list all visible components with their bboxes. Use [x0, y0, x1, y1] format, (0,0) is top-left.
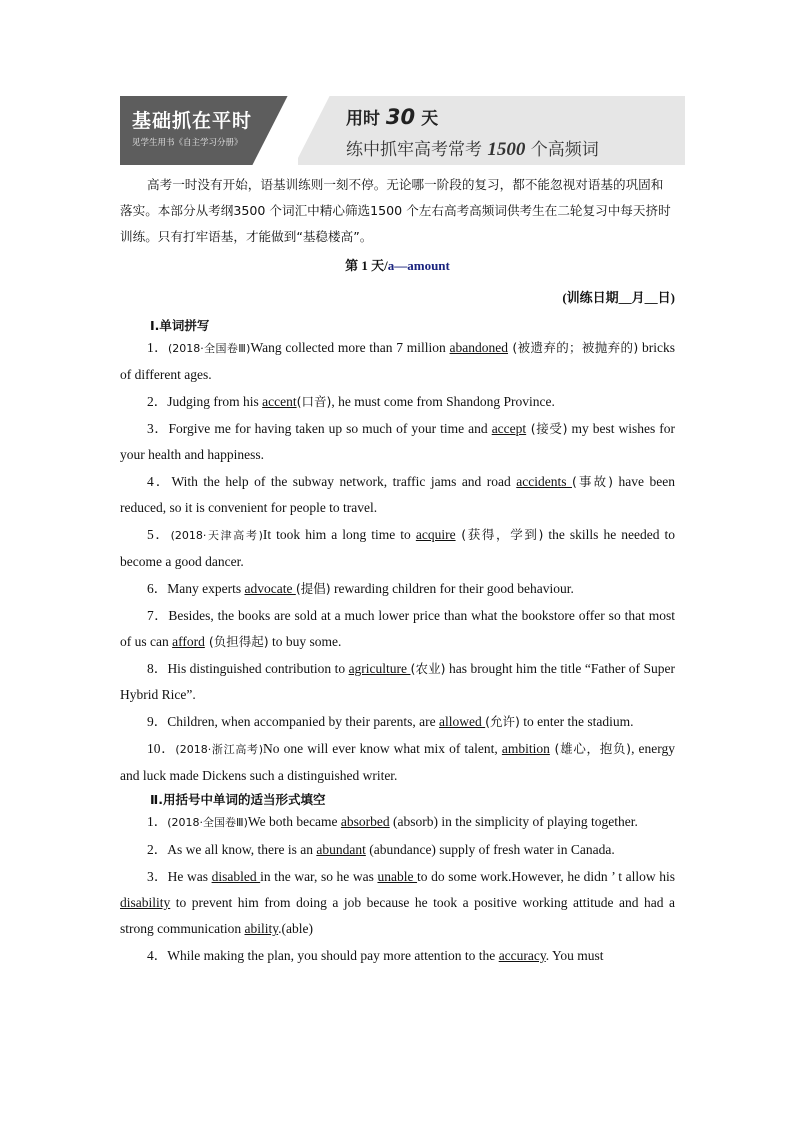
- spelling-question-1: [120, 335, 675, 388]
- question-text: to enter the stadium.: [519, 714, 634, 729]
- banner-subtitle: 见学生用书《自主学习分册》: [132, 138, 243, 148]
- question-text: has brought him the title “Father of Super Hybrid Rice”.: [120, 661, 675, 702]
- question-text: It took him a long time to: [262, 527, 416, 542]
- spelling-question-10: [120, 736, 675, 789]
- answer: advocate: [244, 581, 296, 596]
- section-heading-spelling: Ⅰ.单词拼写: [150, 318, 210, 333]
- chinese-hint: (事故): [571, 474, 614, 489]
- question-text: to buy some.: [268, 634, 342, 649]
- header-banner: [120, 96, 685, 165]
- question-text: bricks of different ages.: [120, 340, 675, 382]
- question-text: Forgive me for having taken up so much of your time and: [168, 421, 492, 436]
- question-text: have been reduced, so it is convenient for people to travel.: [120, 474, 675, 515]
- question-source: (2018·天津高考): [170, 529, 263, 542]
- question-number: 4．: [147, 948, 168, 963]
- question-text: No one will ever know what mix of talent,: [263, 741, 502, 756]
- word-form-question-1: [120, 809, 675, 836]
- question-text: the skills he needed to become a good dancer.: [120, 527, 675, 569]
- question-text: .(able): [278, 921, 313, 936]
- answer: acquire: [415, 527, 456, 542]
- answer: ability: [244, 921, 279, 936]
- answer: absorbed: [340, 814, 390, 829]
- question-text: Children, when accompanied by their parents, are: [167, 714, 440, 729]
- chinese-hint: (允许): [485, 714, 520, 729]
- question-text: Besides, the books are sold at a much lower price than what the bookstore offer so that most of us can: [120, 608, 676, 649]
- training-date: (训练日期__月__日): [562, 290, 675, 305]
- question-text: We both became: [247, 814, 341, 829]
- question-text: Many experts: [167, 581, 245, 596]
- question-number: 8．: [147, 661, 168, 676]
- question-source: (2018·全国卷Ⅲ): [167, 342, 251, 355]
- document-body: [120, 172, 675, 969]
- chinese-hint: (被遗弃的；被抛弃的): [508, 340, 639, 355]
- answer: accent: [262, 394, 297, 409]
- question-text: While making the plan, you should pay more attention to the: [167, 948, 499, 963]
- spelling-question-9: [120, 709, 675, 735]
- answer: accept: [491, 421, 527, 436]
- question-number: 3．: [147, 421, 169, 436]
- question-source: (2018·全国卷Ⅲ): [167, 816, 248, 829]
- duration-line: 用时 30 天: [346, 105, 439, 129]
- chinese-hint: (农业): [410, 661, 446, 676]
- question-text: to prevent him from doing a job because he took a positive working attitude and had a strong communication: [120, 895, 675, 936]
- answer: abandoned: [449, 340, 509, 355]
- banner-tagline: 练中抓牢高考常考 1500 个高频词: [346, 139, 599, 160]
- question-text: . You must: [545, 948, 604, 963]
- question-text: to do some work.However, he didn ’ t allow his: [417, 869, 675, 884]
- question-number: 7．: [147, 608, 169, 623]
- chinese-hint: (负担得起): [204, 634, 269, 649]
- question-number: 1．: [147, 340, 168, 355]
- question-number: 5．: [147, 527, 171, 542]
- chinese-hint: (接受): [526, 421, 568, 436]
- answer: allowed: [439, 714, 486, 729]
- word-form-questions: [120, 809, 675, 969]
- question-number: 9．: [147, 714, 168, 729]
- word-form-question-3: [120, 864, 675, 942]
- answer: abundant: [316, 842, 366, 857]
- answer: afford: [172, 634, 205, 649]
- question-text: Wang collected more than 7 million: [250, 340, 450, 355]
- banner-right-panel: [298, 96, 685, 165]
- question-number: 10．: [147, 741, 176, 756]
- chinese-hint: (提倡): [295, 581, 331, 596]
- question-number: 1．: [147, 814, 168, 829]
- spelling-question-8: [120, 656, 675, 708]
- spelling-question-7: [120, 603, 675, 655]
- question-text: As we all know, there is an: [167, 842, 317, 857]
- question-text: my best wishes for your health and happiness.: [120, 421, 676, 462]
- word-form-question-2: [120, 837, 675, 863]
- question-source: (2018·浙江高考): [175, 743, 264, 756]
- answer: unable: [377, 869, 418, 884]
- question-text: (absorb) in the simplicity of playing together.: [389, 814, 638, 829]
- chinese-hint: (获得，学到): [455, 527, 544, 542]
- section-heading-word-forms: Ⅱ.用括号中单词的适当形式填空: [150, 792, 326, 807]
- spelling-questions: [120, 335, 675, 789]
- question-text: , he must come from Shandong Province.: [331, 394, 555, 409]
- spelling-question-6: [120, 576, 675, 602]
- spelling-question-5: [120, 522, 675, 575]
- word-form-question-4: [120, 943, 675, 969]
- question-number: 2．: [147, 394, 168, 409]
- spelling-question-3: [120, 416, 675, 468]
- day-title: 第 1 天/a—amount: [345, 258, 450, 273]
- answer: accidents: [516, 474, 572, 489]
- answer: disabled: [211, 869, 261, 884]
- question-text: Judging from his: [167, 394, 263, 409]
- question-number: 2．: [147, 842, 168, 857]
- spelling-question-2: [120, 389, 675, 415]
- question-text: He was: [167, 869, 212, 884]
- question-text: His distinguished contribution to: [167, 661, 349, 676]
- answer: agriculture: [348, 661, 411, 676]
- intro-paragraph: 高考一时没有开始，语基训练则一刻不停。无论哪一阶段的复习，都不能忽视对语基的巩固和落实。本部分从考纲3500 个词汇中精心筛选1500 个左右高考高频词供考生在二轮复习中每天挤时训练。只有打牢语基，才能做到“基稳楼高”。: [120, 177, 671, 244]
- question-text: With the help of the subway network, traffic jams and road: [171, 474, 517, 489]
- answer: accuracy: [498, 948, 546, 963]
- question-number: 6．: [147, 581, 168, 596]
- question-text: rewarding children for their good behaviour.: [330, 581, 574, 596]
- question-text: (abundance) supply of fresh water in Canada.: [365, 842, 615, 857]
- chinese-hint: (口音): [296, 394, 332, 409]
- answer: ambition: [501, 741, 550, 756]
- chinese-hint: (雄心，抱负): [549, 741, 632, 756]
- question-number: 4．: [147, 474, 172, 489]
- spelling-question-4: [120, 469, 675, 521]
- question-text: , energy and luck made Dickens such a distinguished writer.: [120, 741, 676, 783]
- question-number: 3．: [147, 869, 168, 884]
- banner-title: 基础抓在平时: [132, 110, 253, 132]
- question-text: in the war, so he was: [260, 869, 378, 884]
- answer: disability: [120, 895, 171, 910]
